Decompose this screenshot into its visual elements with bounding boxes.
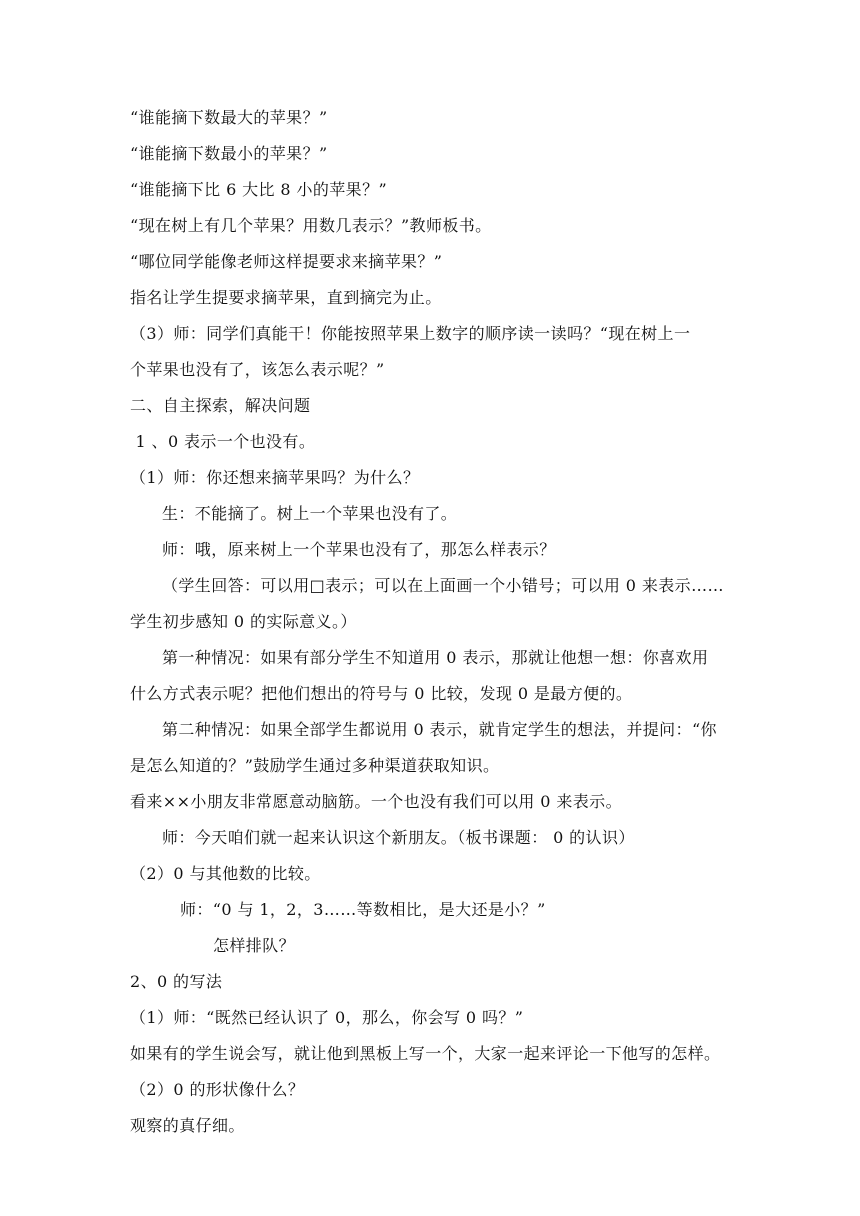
paragraph-case-1-line-1: 第一种情况：如果有部分学生不知道用 0 表示，那就让他想一想：你喜欢用 — [162, 648, 709, 667]
paragraph-case-1-line-2: 什么方式表示呢？把他们想出的符号与 0 比较，发现 0 是最方便的。 — [130, 684, 633, 703]
subheading-zero-means-none: 1 、0 表示一个也没有。 — [130, 432, 316, 451]
question-largest-apple: “谁能摘下数最大的苹果？” — [130, 108, 328, 127]
subheading-compare-zero: （2）0 与其他数的比较。 — [130, 864, 321, 883]
paragraph-case-2-line-2: 是怎么知道的？”鼓励学生通过多种渠道获取知识。 — [130, 756, 500, 775]
paragraph-careful-observation: 观察的真仔细。 — [130, 1116, 245, 1135]
paragraph-teacher-question: （1）师：你还想来摘苹果吗？为什么？ — [130, 468, 420, 487]
paragraph-compare-question: 师：“0 与 1，2，3……等数相比，是大还是小？” — [180, 900, 546, 919]
paragraph-board-title: 师：今天咱们就一起来认识这个新朋友。（板书课题： 0 的认识） — [162, 828, 635, 847]
question-between-6-and-8: “谁能摘下比 6 大比 8 小的苹果？” — [130, 180, 388, 199]
paragraph-name-students: 指名让学生提要求摘苹果，直到摘完为止。 — [130, 288, 442, 307]
paragraph-how-to-order: 怎样排队？ — [213, 936, 296, 955]
paragraph-student-replies-line-2: 学生初步感知 0 的实际意义。） — [130, 612, 357, 631]
question-who-can-pick: “哪位同学能像老师这样提要求来摘苹果？” — [130, 252, 443, 271]
paragraph-student-replies-line-1: （学生回答：可以用□表示；可以在上面画一个小错号；可以用 0 来表示…… — [162, 576, 724, 595]
paragraph-step-3-line-2: 个苹果也没有了，该怎么表示呢？” — [130, 360, 385, 379]
paragraph-case-2-line-1: 第二种情况：如果全部学生都说用 0 表示，就肯定学生的想法，并提问：“你 — [162, 720, 717, 739]
paragraph-step-3-line-1: （3）师：同学们真能干！你能按照苹果上数字的顺序读一读吗？“现在树上一 — [130, 324, 691, 343]
paragraph-write-on-board: 如果有的学生说会写，就让他到黑板上写一个，大家一起来评论一下他写的怎样。 — [130, 1044, 721, 1063]
question-smallest-apple: “谁能摘下数最小的苹果？” — [130, 144, 328, 163]
subheading-zero-shape: （2）0 的形状像什么？ — [130, 1080, 305, 1099]
paragraph-can-you-write: （1）师：“既然已经认识了 0，那么，你会写 0 吗？” — [130, 1008, 524, 1027]
subheading-writing-zero: 2、0 的写法 — [130, 972, 223, 991]
paragraph-praise: 看来××小朋友非常愿意动脑筋。一个也没有我们可以用 0 来表示。 — [130, 792, 622, 811]
question-how-many-apples: “现在树上有几个苹果？用数几表示？”教师板书。 — [130, 216, 492, 235]
section-heading-explore: 二、自主探索，解决问题 — [130, 396, 311, 415]
paragraph-student-answer: 生：不能摘了。树上一个苹果也没有了。 — [162, 504, 458, 523]
paragraph-teacher-response: 师：哦，原来树上一个苹果也没有了，那怎么样表示？ — [162, 540, 556, 559]
